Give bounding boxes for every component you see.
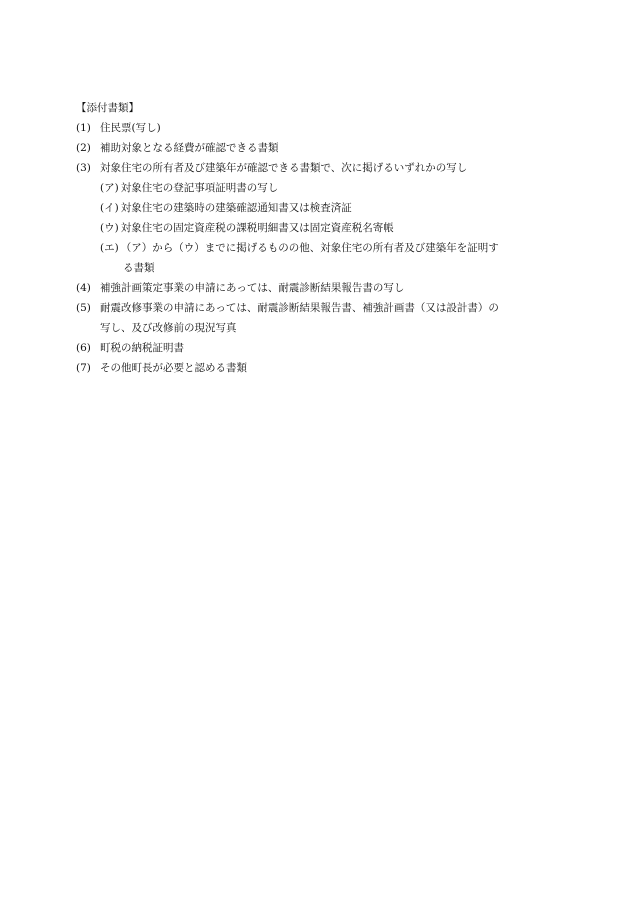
sub-item-number: (イ) — [100, 202, 119, 214]
list-item-2 — [76, 138, 576, 158]
item-text: 住民票(写し) — [100, 122, 161, 134]
sub-item-number: (ウ) — [100, 222, 119, 234]
sub-item-u — [100, 218, 576, 238]
list-item-5-continuation: 写し、及び改修前の現況写真 — [100, 322, 237, 334]
item-text: 対象住宅の所有者及び建築年が確認できる書類で、次に掲げるいずれかの写し — [100, 162, 468, 174]
list-item-3 — [76, 158, 576, 178]
sub-item-number: (ア) — [100, 182, 119, 194]
item-text: 補強計画策定事業の申請にあっては、耐震診断結果報告書の写し — [100, 282, 405, 294]
sub-item-e-continuation: る書類 — [123, 262, 155, 274]
list-item-5 — [76, 298, 576, 318]
section-heading: 【添付書類】 — [76, 102, 139, 114]
item-number: (1) — [76, 122, 91, 134]
item-text: 町税の納税証明書 — [100, 342, 184, 354]
item-text: その他町長が必要と認める書類 — [100, 362, 247, 374]
list-item-7 — [76, 358, 576, 378]
sub-item-i — [100, 198, 576, 218]
sub-item-text: 対象住宅の登記事項証明書の写し — [120, 182, 279, 194]
item-number: (7) — [76, 362, 91, 374]
item-number: (5) — [76, 302, 91, 314]
list-item-6 — [76, 338, 576, 358]
list-item-4 — [76, 278, 576, 298]
sub-item-e — [100, 238, 576, 258]
sub-item-text: 対象住宅の建築時の建築確認通知書又は検査済証 — [120, 202, 352, 214]
sub-item-a — [100, 178, 576, 198]
sub-item-text: （ア）から（ウ）までに掲げるものの他、対象住宅の所有者及び建築年を証明す — [120, 242, 499, 254]
attachment-list — [76, 98, 576, 378]
list-item-1 — [76, 118, 576, 138]
item-number: (2) — [76, 142, 91, 154]
sub-item-text: 対象住宅の固定資産税の課税明細書又は固定資産税名寄帳 — [120, 222, 394, 234]
item-number: (4) — [76, 282, 91, 294]
item-number: (6) — [76, 342, 91, 354]
item-text: 耐震改修事業の申請にあっては、耐震診断結果報告書、補強計画書（又は設計書）の — [100, 302, 499, 314]
item-number: (3) — [76, 162, 91, 174]
item-text: 補助対象となる経費が確認できる書類 — [100, 142, 279, 154]
sub-item-number: (エ) — [100, 242, 119, 254]
